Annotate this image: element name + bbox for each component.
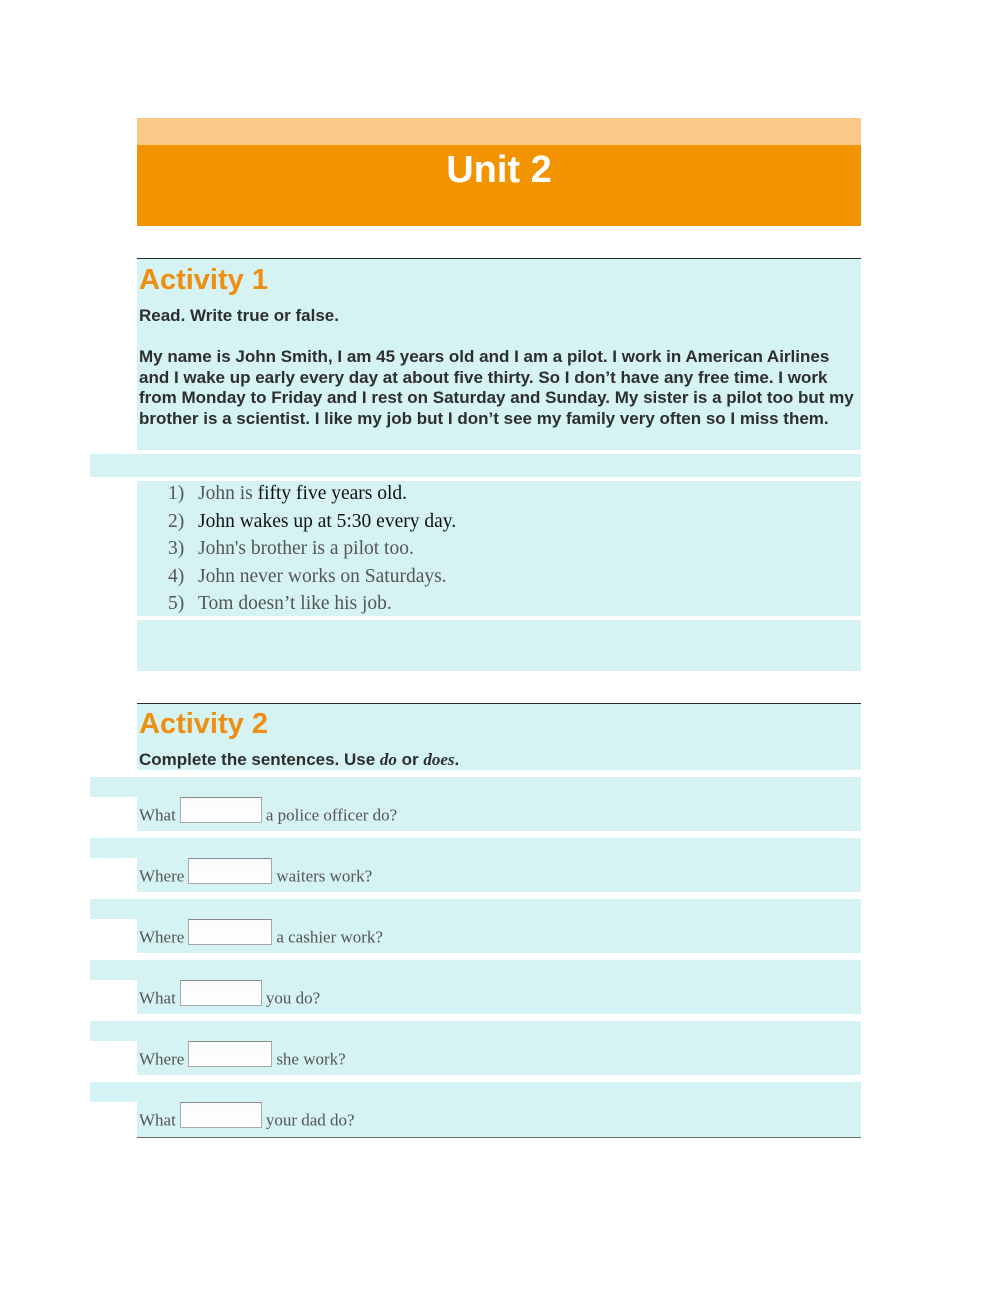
- row-band: [90, 960, 861, 980]
- activity1-answer-area: [137, 620, 861, 671]
- list-item: 2) John wakes up at 5:30 every day.: [168, 510, 457, 532]
- list-item: 4) John never works on Saturdays.: [168, 565, 447, 587]
- row-band: [90, 899, 861, 919]
- question-row: Where waiters work?: [139, 858, 372, 887]
- list-item: 3) John's brother is a pilot too.: [168, 538, 414, 560]
- question-row: Where a cashier work?: [139, 919, 383, 948]
- list-item: 5) Tom doesn’t like his job.: [168, 593, 392, 615]
- activity2-bottom-rule: [137, 1137, 861, 1138]
- answer-input[interactable]: [180, 797, 262, 823]
- answer-input[interactable]: [180, 980, 262, 1006]
- row-band: [90, 1021, 861, 1041]
- activity2-instruction: Complete the sentences. Use do or does.: [139, 750, 460, 769]
- page-title: Unit 2: [446, 149, 552, 191]
- activity2-title: Activity 2: [139, 708, 268, 740]
- question-row: What you do?: [139, 980, 320, 1009]
- activity1-passage: My name is John Smith, I am 45 years old and I am a pilot. I work in American Airlines and I wake up early every day at about five thirty. So I don’t have any free time. I work from Monday to Friday and I rest on Saturday and Sunday. My sister is a pilot too but my brother is a scientist. I like my job but I don’t see my family very often so I miss them.: [139, 347, 854, 428]
- question-row: What a police officer do?: [139, 797, 397, 826]
- list-item: 1) John is fifty five years old.: [168, 483, 408, 504]
- activity1-spacer-band: [90, 454, 861, 477]
- answer-input[interactable]: [180, 1102, 262, 1128]
- answer-input[interactable]: [188, 919, 272, 945]
- answer-input[interactable]: [188, 858, 272, 884]
- activity1-title: Activity 1: [139, 264, 268, 296]
- row-band: [90, 838, 861, 858]
- row-band: [90, 777, 861, 797]
- header-accent-bar: [137, 118, 861, 145]
- answer-input[interactable]: [188, 1041, 272, 1067]
- row-band: [90, 1082, 861, 1102]
- question-row: What your dad do?: [139, 1102, 355, 1131]
- question-row: Where she work?: [139, 1041, 346, 1070]
- activity1-instruction: Read. Write true or false.: [139, 306, 339, 325]
- true-false-list: [168, 480, 456, 618]
